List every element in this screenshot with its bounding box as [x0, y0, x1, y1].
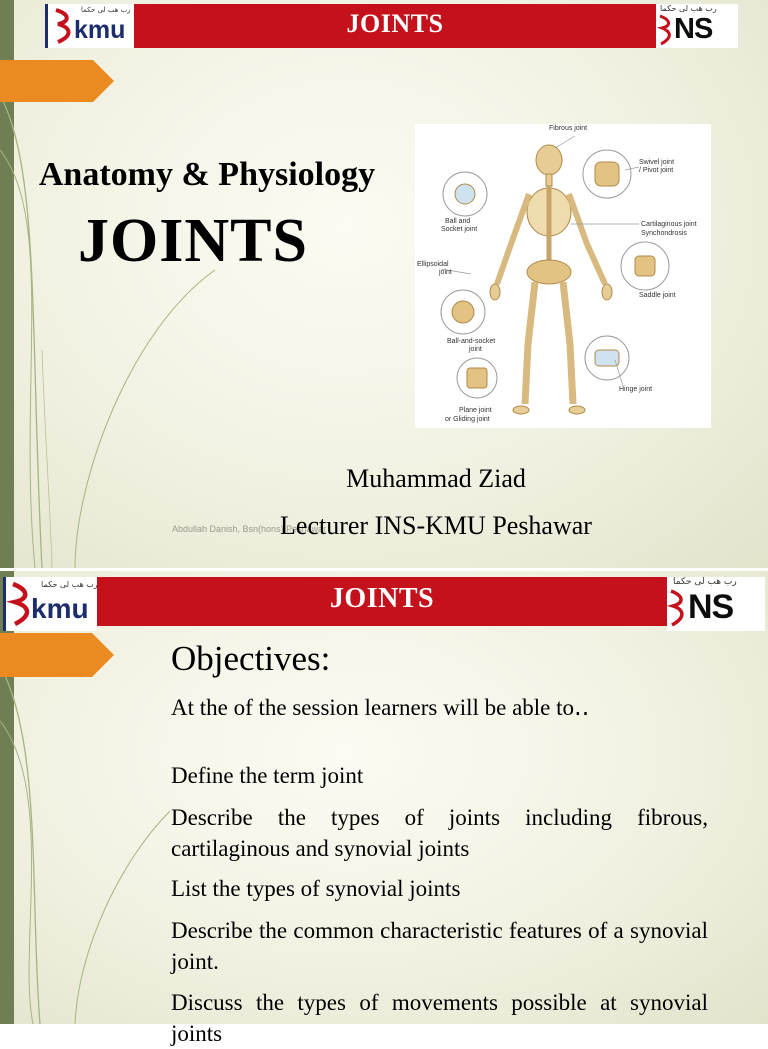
kmu-logo-stripe [45, 4, 48, 48]
watermark-text: Abdullah Danish, Bsn(hons) Peshawar [172, 524, 327, 534]
label-ellipsoidal-1: Ellipsoidal [417, 261, 449, 268]
label-plane-joint-2: or Gliding joint [445, 416, 490, 423]
objective-item: Describe the common characteristic features of a synovial joint. [171, 918, 708, 974]
objective-item: Describe the types of joints including fibrous, cartilaginous and synovial joints [171, 805, 708, 861]
presenter-name: Muhammad Ziad [346, 464, 526, 493]
label-ball-and-socket-1: Ball-and-socket [447, 338, 496, 345]
label-fibrous-joint: Fibrous joint [549, 125, 588, 132]
ins-emblem-icon [668, 589, 690, 627]
label-saddle-joint: Saddle joint [639, 292, 676, 299]
label-plane-joint-1: Plane joint [459, 407, 492, 414]
arrow-icon [0, 633, 115, 677]
ins-logo-urdu: رب ھب لی حکما [660, 4, 717, 13]
kmu-logo-text: kmu [74, 16, 126, 44]
arrow-icon [0, 60, 115, 102]
ins-logo [667, 577, 765, 631]
skeleton-figure [415, 124, 711, 428]
kmu-logo-text: kmu [31, 593, 89, 624]
label-pivot-joint: / Pivot joint [639, 167, 674, 174]
ins-logo [656, 4, 738, 48]
subject-heading: Anatomy & Physiology [38, 156, 376, 193]
label-cartilaginous-joint: Cartilaginous joint [641, 221, 697, 228]
kmu-logo-urdu: رب ھب لی حکما [41, 580, 98, 589]
label-ball-socket-1: Ball and [445, 218, 471, 225]
header-title: JOINTS [346, 9, 444, 38]
slide-title: JOINTS [78, 207, 308, 275]
kmu-emblem-icon [50, 6, 74, 46]
kmu-emblem-icon [7, 580, 33, 628]
objectives-intro: At the of the session learners will be able to‥ [171, 695, 590, 720]
label-swivel-joint: Swivel joint [639, 159, 675, 166]
objectives-heading: Objectives: [171, 639, 331, 678]
label-ball-socket-2: Socket joint [441, 226, 478, 233]
objective-item: List the types of synovial joints [171, 876, 461, 901]
ins-logo-text: NS [688, 588, 734, 626]
label-ball-and-socket-2: joint [469, 346, 482, 353]
objective-item: Define the term joint [171, 763, 364, 788]
kmu-logo [3, 577, 97, 631]
slide-2 [0, 571, 768, 1046]
kmu-logo-stripe [3, 577, 6, 631]
label-hinge-joint: Hinge joint [619, 386, 653, 393]
kmu-logo-urdu: رب ھب لی حکما [81, 6, 131, 14]
presenter-role: Lecturer INS-KMU Peshawar [280, 511, 592, 540]
label-synchondrosis: Synchondrosis [641, 230, 687, 237]
objective-item: Discuss the types of movements possible at synovial joints [171, 990, 708, 1046]
kmu-logo [45, 4, 134, 48]
ins-logo-text: NS [674, 13, 713, 45]
ins-logo-urdu: رب ھب لی حکما [673, 577, 737, 587]
header-title: JOINTS [329, 583, 435, 614]
label-ellipsoidal-2: joint [439, 269, 452, 276]
